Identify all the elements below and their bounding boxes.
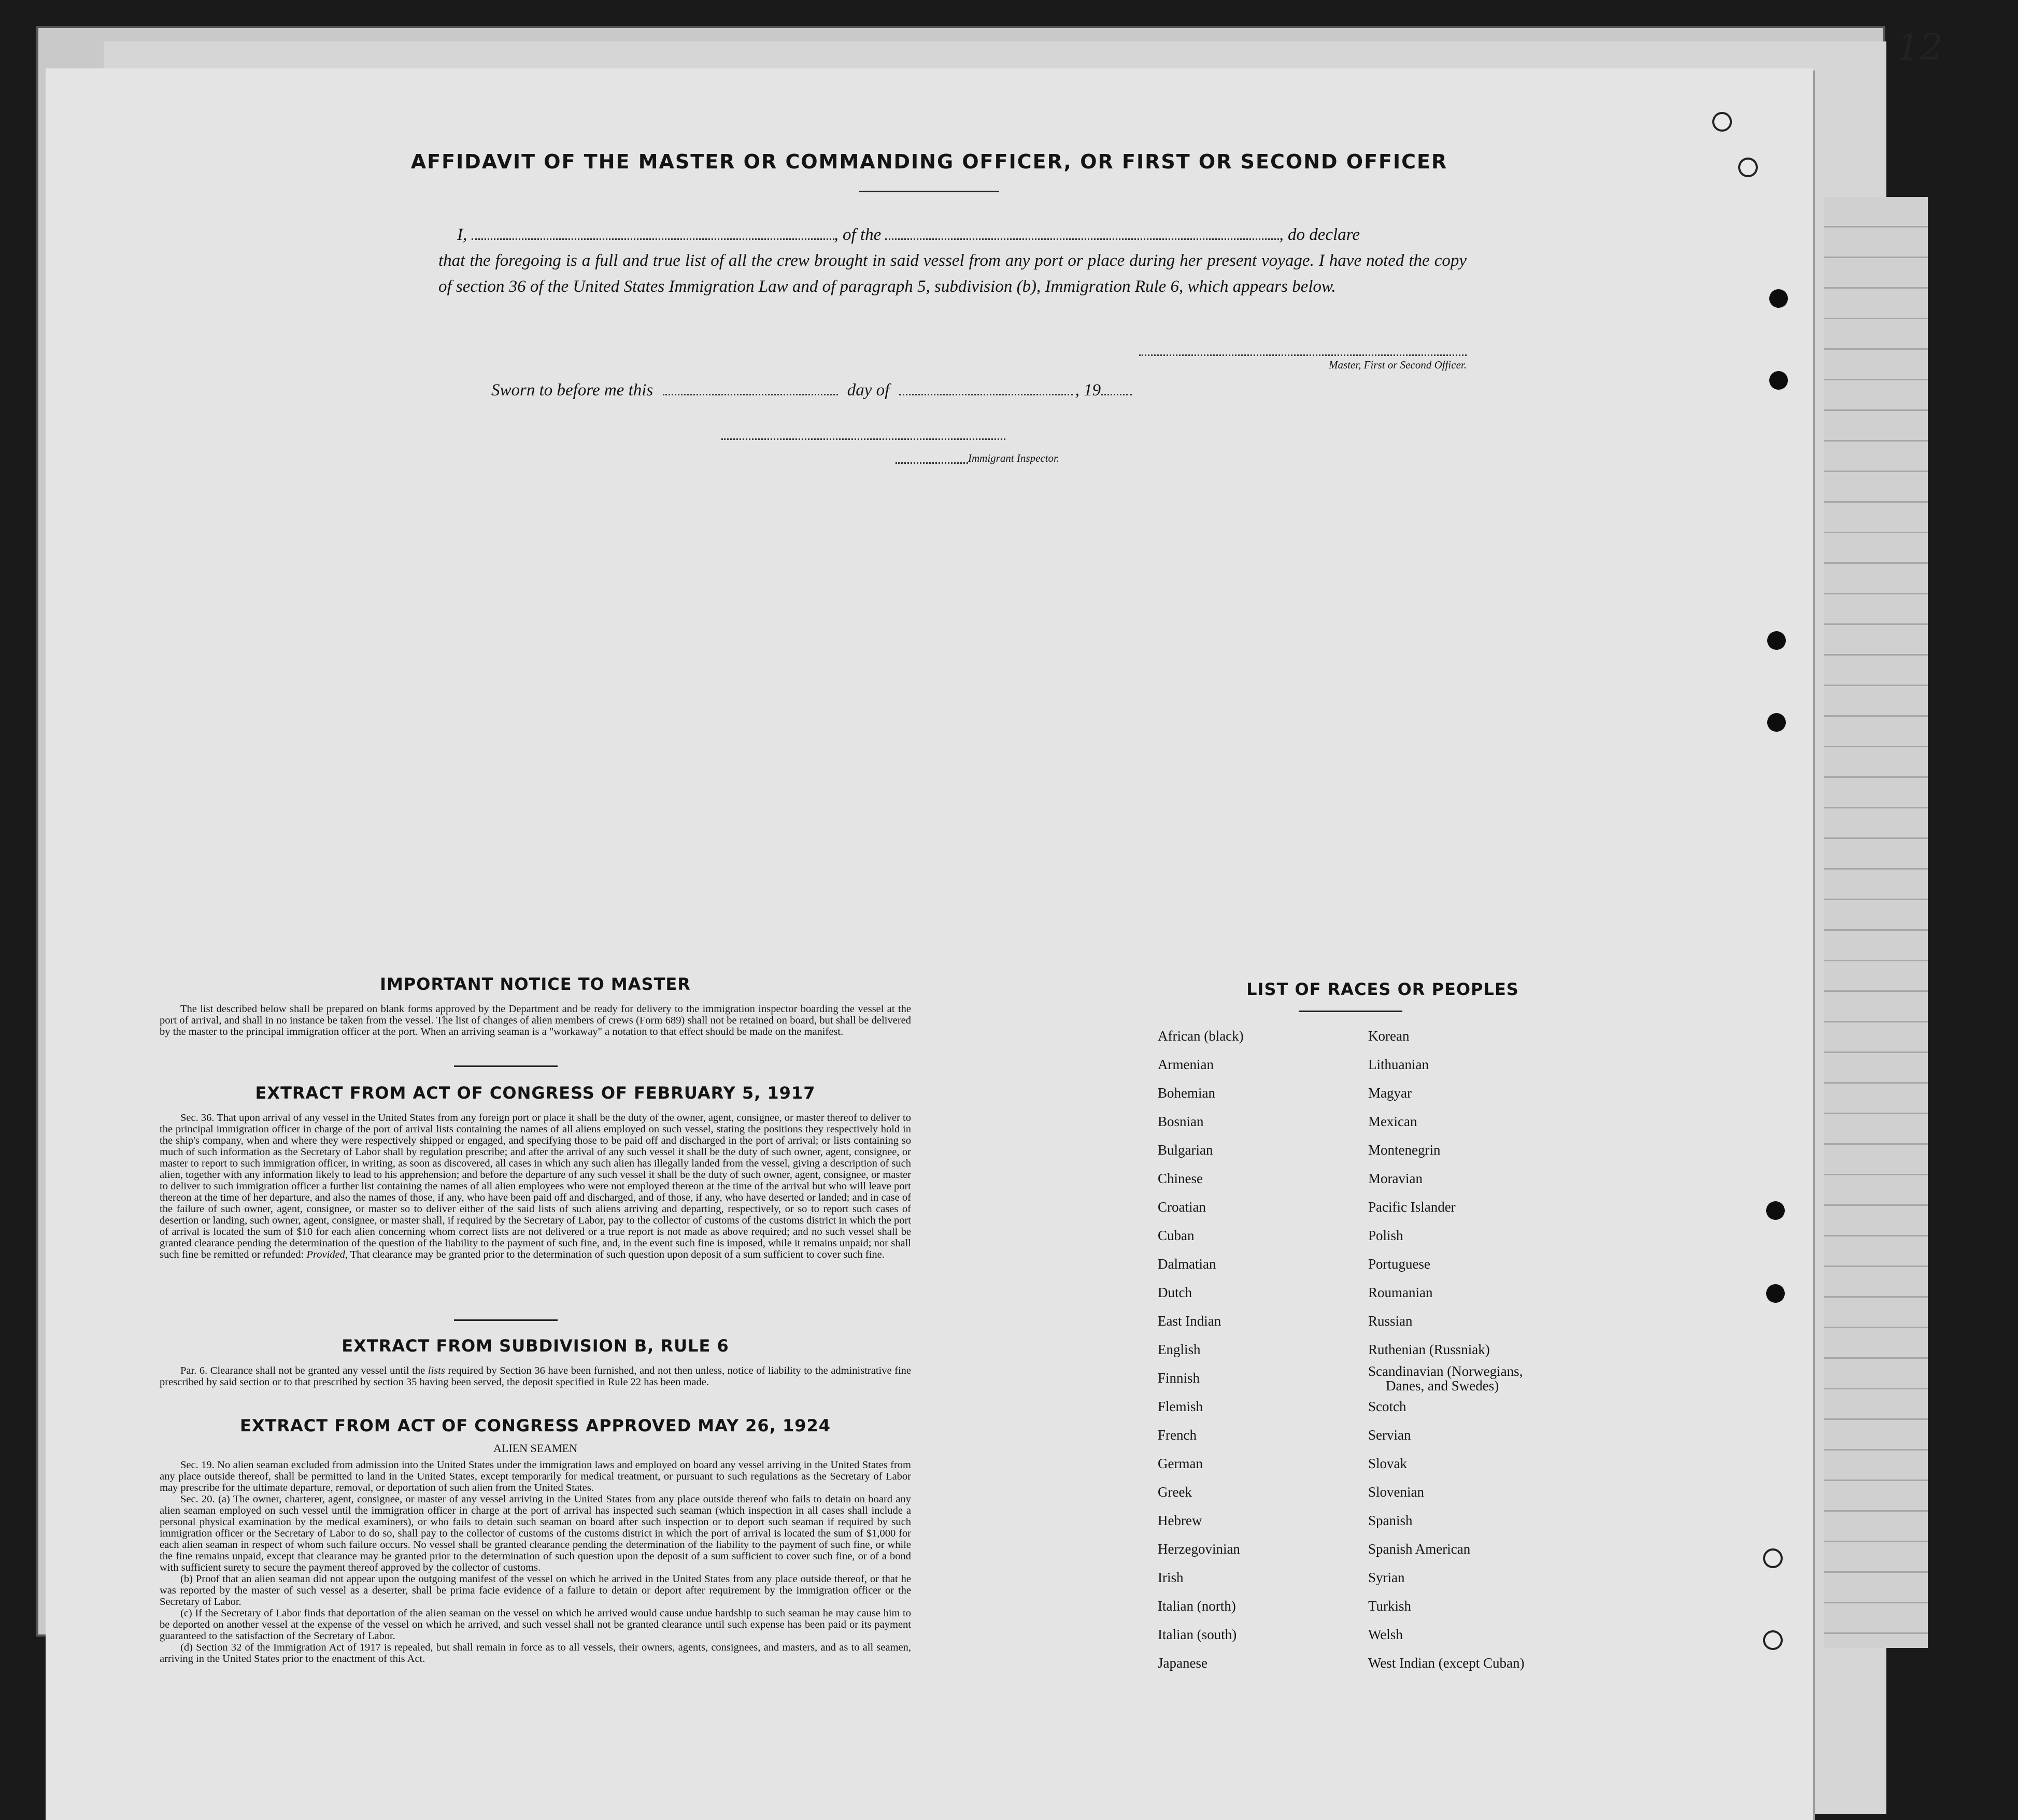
race-item: African (black) — [1158, 1028, 1244, 1044]
affidavit-i: I, — [457, 225, 467, 244]
race-item: Irish — [1158, 1570, 1184, 1585]
affidavit-body: that the foregoing is a full and true list of all the crew brought in said vessel from any port or place during her present voyage. I have noted the copy of section 36 of the United States Immigration Law and of paragraph 5, subdivision (b), Immigration Rule 6, which appears below. — [438, 251, 1467, 296]
race-item: Lithuanian — [1368, 1057, 1429, 1072]
race-item: Armenian — [1158, 1057, 1214, 1072]
punch-hole — [1766, 1284, 1785, 1303]
race-item: Herzegovinian — [1158, 1541, 1240, 1557]
race-item: Dutch — [1158, 1285, 1192, 1300]
race-item: Magyar — [1368, 1085, 1412, 1101]
divider — [454, 1065, 558, 1067]
form-page — [46, 68, 1813, 1820]
race-item: Turkish — [1368, 1598, 1412, 1614]
race-item-line: Scandinavian (Norwegians, — [1368, 1363, 1523, 1379]
master-signature-field[interactable] — [1139, 354, 1467, 356]
race-item: Italian (south) — [1158, 1627, 1237, 1642]
punch-hole — [1769, 371, 1788, 390]
race-item: Hebrew — [1158, 1513, 1202, 1528]
par-6-text-b: required by Section 36 have been furnished, and not then unless, notice of liability to the administrative fine prescribed by said section or to that prescribed by section 35 having been served, the deposit specified in Rule 22 has been made. — [160, 1365, 912, 1388]
ruled-page-edge — [1824, 197, 1928, 1648]
race-item: Dalmatian — [1158, 1256, 1216, 1272]
notice-text: The list described below shall be prepared on blank forms approved by the Department and be ready for delivery to the immigration inspector boarding the vessel at the port of arrival, and shall in no instance be taken from the vessel. The list of changes of alien members of crews (Form 689) shall not be retained on board, but shall be delivered by the master to the principal immigration officer at the port. When an arriving seaman is a "workaway" a notation to that effect should be made on the manifest. — [160, 1003, 911, 1037]
punch-hole-open — [1712, 112, 1732, 132]
affidavit-title: AFFIDAVIT OF THE MASTER OR COMMANDING OFFICER, OR FIRST OR SECOND OFFICER — [410, 150, 1448, 173]
race-item: Bohemian — [1158, 1085, 1215, 1101]
punch-hole-open — [1763, 1548, 1783, 1568]
race-item: Japanese — [1158, 1655, 1207, 1671]
race-item: Cuban — [1158, 1228, 1195, 1243]
races-column-1 — [1158, 1022, 1244, 1677]
race-item — [1368, 1364, 1524, 1392]
race-item: Slovak — [1368, 1456, 1408, 1471]
race-item: English — [1158, 1342, 1201, 1357]
race-item-line: Danes, and Swedes) — [1386, 1378, 1499, 1394]
sworn-day-field[interactable] — [663, 379, 838, 395]
affidavit-do-declare: , do declare — [1279, 225, 1360, 244]
race-item: Korean — [1368, 1028, 1410, 1044]
race-item: Servian — [1368, 1427, 1411, 1443]
subdivision-b-title: EXTRACT FROM SUBDIVISION B, RULE 6 — [342, 1336, 729, 1356]
race-item: Polish — [1368, 1228, 1403, 1243]
races-column-2 — [1368, 1022, 1524, 1677]
lists-word: lists — [428, 1365, 445, 1376]
race-item: Montenegrin — [1368, 1142, 1441, 1158]
divider — [454, 1319, 558, 1321]
punch-hole — [1767, 713, 1786, 732]
page-number: 12 — [1897, 26, 1943, 68]
sec-19-text: Sec. 19. No alien seaman excluded from admission into the United States under the immigration laws and employed on board any vessel arriving in the United States from any place outside thereof, shall be permitted to land in the United States, except temporarily for medical treatment, or pursuant to such regulations as the Secretary of Labor may prescribe for the ultimate departure, removal, or deportation of such alien from the United States. — [160, 1459, 911, 1494]
extract-1917-text — [160, 1112, 911, 1260]
race-item: Bosnian — [1158, 1114, 1204, 1129]
notice-title: IMPORTANT NOTICE TO MASTER — [380, 974, 691, 994]
race-item: German — [1158, 1456, 1203, 1471]
sec-20a-text: Sec. 20. (a) The owner, charterer, agent, consignee, or master of any vessel arriving in the United States from any place outside thereof who fails to detain on board any alien seaman employed on such vessel until the immigration officer in charge at the port of arrival has inspected such seaman (which inspection in all cases shall include a personal physical examination by the medical examiners), or who fails to detain such seaman on board after such inspection or to deport such seaman if required by such immigration officer or the Secretary of Labor to do so, shall pay to the collector of customs of the customs district in which the port of arrival is located the sum of $1,000 for each alien seaman in respect of whom such failure occurs. No vessel shall be granted clearance pending the determination of the liability to the payment of such fine, or while the fine remains unpaid, except that clearance may be granted prior to the determination of such question upon the deposit of a sum sufficient to cover such fine, or of a bond with sufficient surety to secure the payment thereof approved by the collector of customs. — [160, 1494, 911, 1573]
race-item: Spanish — [1368, 1513, 1413, 1528]
race-item: Portuguese — [1368, 1256, 1430, 1272]
title-divider — [859, 191, 999, 192]
inspector-signature-field[interactable] — [721, 438, 1005, 440]
par-6-text-a: Par. 6. Clearance shall not be granted any vessel until the — [180, 1365, 425, 1376]
sec-20d-text: (d) Section 32 of the Immigration Act of 1917 is repealed, but shall remain in force as to all vessels, their owners, agents, consignees, and masters, and as to all seamen, arriving in the United States prior to the enactment of this Act. — [160, 1642, 911, 1665]
race-item: East Indian — [1158, 1313, 1221, 1329]
punch-hole — [1767, 631, 1786, 650]
race-item: Mexican — [1368, 1114, 1417, 1129]
race-item: Slovenian — [1368, 1484, 1424, 1500]
extract-1924-text — [160, 1459, 911, 1665]
races-title: LIST OF RACES OR PEOPLES — [1246, 979, 1519, 999]
race-item: Croatian — [1158, 1199, 1206, 1215]
race-item: Roumanian — [1368, 1285, 1433, 1300]
affidavit-of-the: , of the — [834, 225, 882, 244]
extract-1924-title: EXTRACT FROM ACT OF CONGRESS APPROVED MAY 26, 1924 — [239, 1416, 831, 1435]
sworn-month-field[interactable] — [899, 379, 1073, 395]
race-item: French — [1158, 1427, 1197, 1443]
race-item: Italian (north) — [1158, 1598, 1236, 1614]
punch-hole-open — [1763, 1630, 1783, 1650]
punch-hole — [1766, 1201, 1785, 1220]
race-item: Moravian — [1368, 1171, 1423, 1186]
sworn-year-prefix: , 19 — [1075, 381, 1101, 400]
race-item: West Indian (except Cuban) — [1368, 1655, 1525, 1671]
officer-name-field[interactable] — [472, 224, 834, 240]
race-item: Pacific Islander — [1368, 1199, 1456, 1215]
master-signature-caption: Master, First or Second Officer. — [1329, 359, 1467, 371]
proviso-word: Provided, — [306, 1249, 348, 1260]
race-item: Finnish — [1158, 1370, 1200, 1386]
subdivision-b-text — [160, 1365, 911, 1388]
race-item: Scotch — [1368, 1399, 1406, 1414]
sec-36-text: Sec. 36. That upon arrival of any vessel in the United States from any foreign port or place it shall be the duty of the owner, agent, consignee, or master thereof to deliver to the principal immigration officer in charge of the port of arrival lists containing the names of all aliens employed on such vessel, stating the positions they respectively hold in the ship's company, when and where they were respectively shipped or engaged, and specifying those to be paid off and discharged in the port of arrival; or lists containing so much of such information as the Secretary of Labor shall by regulation prescribe; and after the arrival of any such vessel it shall be the duty of such owner, agent, consignee, or master to report to such immigration officer, in writing, as soon as discovered, all cases in which any such alien has illegally landed from the vessel, giving a description of such alien, together with any information likely to lead to his apprehension; and before the departure of any such vessel it shall be the duty of such owner, agent, consignee, or master to deliver to such immigration officer a further list containing the names of all alien employees who were not employed thereon at the time of the arrival but who will leave port thereon at the time of her departure, and also the names of those, if any, who have been paid off and discharged, and of those, if any, who have deserted or landed; and in case of the failure of such owner, agent, consignee, or master so to deliver either of the said lists of such aliens arriving and departing, respectively, or so to report such cases of desertion or landing, such owner, agent, consignee, or master shall, if required by the Secretary of Labor, pay to the collector of customs of the customs district in which the port of arrival is located the sum of $10 for each alien concerning whom correct lists are not delivered or a true report is not made as above required; and no such vessel shall be granted clearance pending the determination of the question of the liability to the payment of such fine, and, in the event such fine is imposed, while it remains unpaid; nor shall such fine be remitted or refunded: — [160, 1112, 911, 1260]
sworn-line — [491, 379, 1132, 400]
sworn-year-field[interactable] — [1101, 379, 1132, 395]
inspector-caption: Immigrant Inspector. — [968, 452, 1060, 464]
sec-20b-text: (b) Proof that an alien seaman did not appear upon the outgoing manifest of the vessel on which he arrived in the United States from any place outside thereof, or that he was reported by the master of such vessel as a deserter, shall be prima facie evidence of a failure to detain or deport after requirement by the immigration officer or the Secretary of Labor. — [160, 1573, 911, 1608]
race-item: Chinese — [1158, 1171, 1203, 1186]
race-item: Syrian — [1368, 1570, 1405, 1585]
sec-20c-text: (c) If the Secretary of Labor finds that deportation of the alien seaman on the vessel on which he arrived would cause undue hardship to such seaman he may cause him to be deported on another vessel at the expense of the vessel on which he arrived, and such vessel shall not be granted clearance until such expense has been paid or its payment guaranteed to the satisfaction of the Secretary of Labor. — [160, 1608, 911, 1642]
race-item: Flemish — [1158, 1399, 1203, 1414]
inspector-caption-leader — [896, 462, 968, 464]
alien-seamen-subtitle: ALIEN SEAMEN — [493, 1442, 577, 1455]
affidavit-text — [438, 222, 1467, 300]
race-item: Spanish American — [1368, 1541, 1471, 1557]
race-item: Russian — [1368, 1313, 1413, 1329]
punch-hole — [1769, 289, 1788, 308]
race-item: Bulgarian — [1158, 1142, 1213, 1158]
race-item: Greek — [1158, 1484, 1192, 1500]
sworn-day-of: day of — [847, 381, 890, 400]
vessel-name-field[interactable] — [885, 224, 1279, 240]
race-item: Ruthenian (Russniak) — [1368, 1342, 1490, 1357]
race-item: Welsh — [1368, 1627, 1403, 1642]
sworn-prefix: Sworn to before me this — [491, 381, 653, 400]
extract-1917-title: EXTRACT FROM ACT OF CONGRESS OF FEBRUARY 5, 1917 — [255, 1083, 816, 1103]
races-divider — [1299, 1011, 1402, 1012]
proviso-text: That clearance may be granted prior to the determination of such question upon deposit of a sum sufficient to cover such fine. — [350, 1249, 885, 1260]
